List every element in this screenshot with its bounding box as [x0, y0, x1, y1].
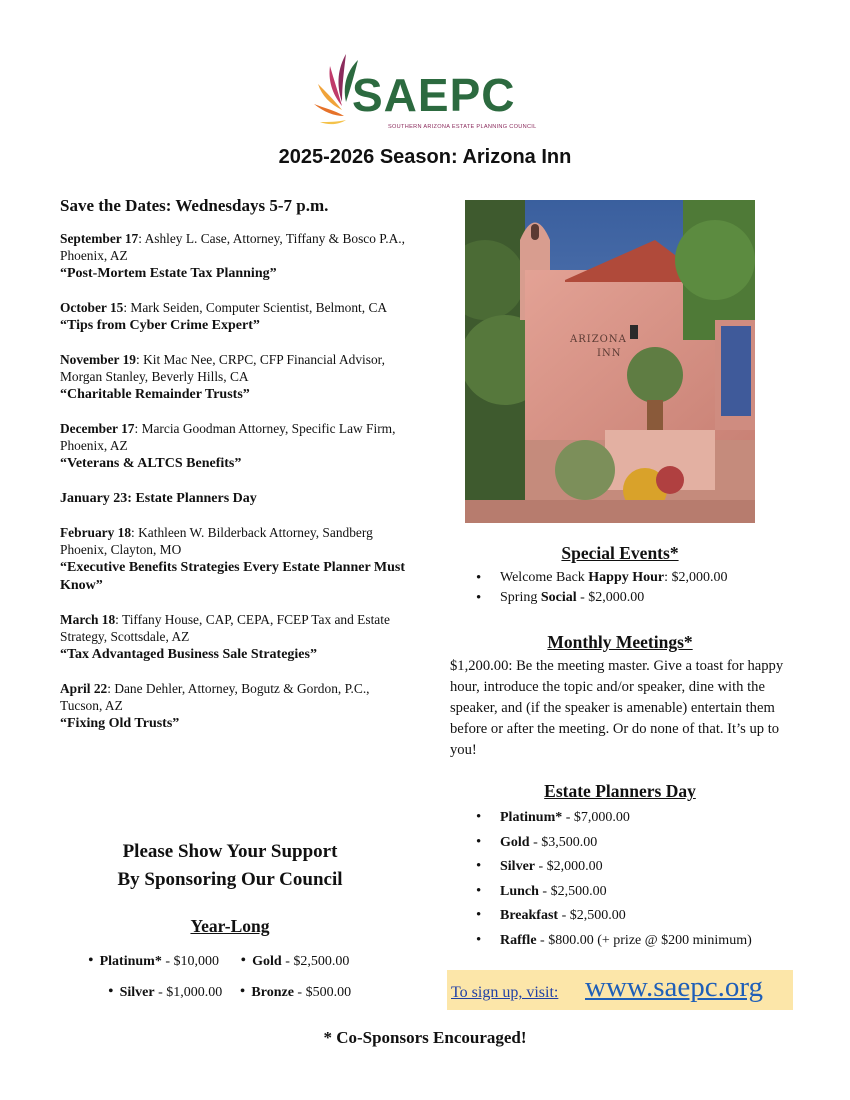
signup-banner — [447, 970, 793, 1010]
event-date: March 18 — [60, 612, 116, 627]
estate-planners-day-list — [474, 809, 774, 957]
event-date: September 17 — [60, 231, 139, 246]
list-item: • Silver - $2,000.00 — [474, 858, 774, 875]
sponsor-tier: • Silver - $1,000.00 — [108, 983, 223, 1000]
signup-text: To sign up, visit: — [451, 984, 559, 1001]
event-topic: “Fixing Old Trusts” — [60, 716, 180, 731]
inn-sign: ARIZONA — [570, 334, 627, 345]
event-topic: “Charitable Remainder Trusts” — [60, 387, 250, 402]
logo-wordmark: SAEPC — [352, 69, 516, 121]
event-date: February 18 — [60, 525, 132, 540]
event-item — [60, 680, 405, 732]
event-topic: “Tips from Cyber Crime Expert” — [60, 318, 260, 333]
event-item — [60, 489, 405, 507]
event-topic: “Veterans & ALTCS Benefits” — [60, 456, 242, 471]
estate-planners-day-heading: Estate Planners Day — [544, 781, 696, 801]
event-speaker: : Tiffany House, CAP, CEPA, FCEP Tax and Estate Strategy, Scottsdale, AZ — [60, 612, 390, 644]
event-item — [60, 420, 405, 472]
year-long-heading: Year-Long — [190, 916, 270, 936]
event-item — [60, 524, 405, 594]
list-item: • Platinum* - $7,000.00 — [474, 809, 774, 826]
event-speaker: : Mark Seiden, Computer Scientist, Belmont, CA — [123, 300, 388, 315]
sponsor-tier: • Bronze - $500.00 — [239, 983, 352, 1000]
event-item — [60, 611, 405, 663]
event-item — [60, 230, 405, 282]
list-item: • Welcome Back Happy Hour: $2,000.00 — [474, 568, 794, 588]
signup-link[interactable]: www.saepc.org — [585, 971, 763, 1003]
schedule-heading: Save the Dates: Wednesdays 5-7 p.m. — [60, 196, 329, 215]
event-date: April 22 — [60, 681, 108, 696]
support-heading: Please Show Your Support By Sponsoring Our Council — [117, 841, 343, 890]
cosponsors-note: * Co-Sponsors Encouraged! — [323, 1028, 527, 1047]
event-date: December 17 — [60, 421, 135, 436]
sponsor-tier: • Platinum* - $10,000 — [88, 952, 220, 969]
year-long-row — [108, 983, 351, 1001]
special-events-heading: Special Events* — [561, 543, 679, 563]
page-title: 2025-2026 Season: Arizona Inn — [278, 146, 572, 168]
event-speaker: : Dane Dehler, Attorney, Bogutz & Gordon, P.C., Tucson, AZ — [60, 681, 370, 713]
logo-subtitle: SOUTHERN ARIZONA ESTATE PLANNING COUNCIL — [388, 124, 537, 130]
list-item: • Lunch - $2,500.00 — [474, 883, 774, 900]
schedule-column — [60, 196, 405, 749]
event-speaker: : Ashley L. Case, Attorney, Tiffany & Bosco P.A., Phoenix, AZ — [60, 231, 405, 263]
event-speaker: : Kit Mac Nee, CRPC, CFP Financial Advisor, Morgan Stanley, Beverly Hills, CA — [60, 352, 385, 384]
monthly-meetings-heading: Monthly Meetings* — [547, 632, 693, 652]
special-events-list — [474, 568, 794, 608]
list-item: • Raffle - $800.00 (+ prize @ $200 minimum) — [474, 932, 774, 949]
event-item — [60, 299, 405, 334]
monthly-meetings-text: $1,200.00: Be the meeting master. Give a toast for happy hour, introduce the topic and/or speaker, dine with the speaker, and (if the speaker is amenable) entertain them before or after the meeting. Or do none of that. It’s up to you! — [450, 658, 784, 758]
saepc-logo — [312, 50, 544, 140]
year-long-row — [88, 952, 349, 970]
event-date: January 23: Estate Planners Day — [60, 491, 257, 506]
event-topic: “Post-Mortem Estate Tax Planning” — [60, 266, 277, 281]
sponsor-tier: • Gold - $2,500.00 — [240, 952, 350, 969]
list-item: • Spring Social - $2,000.00 — [474, 588, 794, 608]
list-item: • Breakfast - $2,500.00 — [474, 907, 774, 924]
event-date: November 19 — [60, 352, 136, 367]
event-topic: “Executive Benefits Strategies Every Estate Planner Must Know” — [60, 560, 406, 593]
list-item: • Gold - $3,500.00 — [474, 834, 774, 851]
event-topic: “Tax Advantaged Business Sale Strategies” — [60, 647, 317, 662]
event-item — [60, 351, 405, 403]
event-date: October 15 — [60, 300, 124, 315]
event-speaker: : Marcia Goodman Attorney, Specific Law Firm, Phoenix, AZ — [60, 421, 396, 453]
arizona-inn-photo — [465, 200, 755, 523]
event-speaker: : Kathleen W. Bilderback Attorney, Sandberg Phoenix, Clayton, MO — [60, 525, 373, 557]
inn-sign: INN — [597, 348, 622, 359]
